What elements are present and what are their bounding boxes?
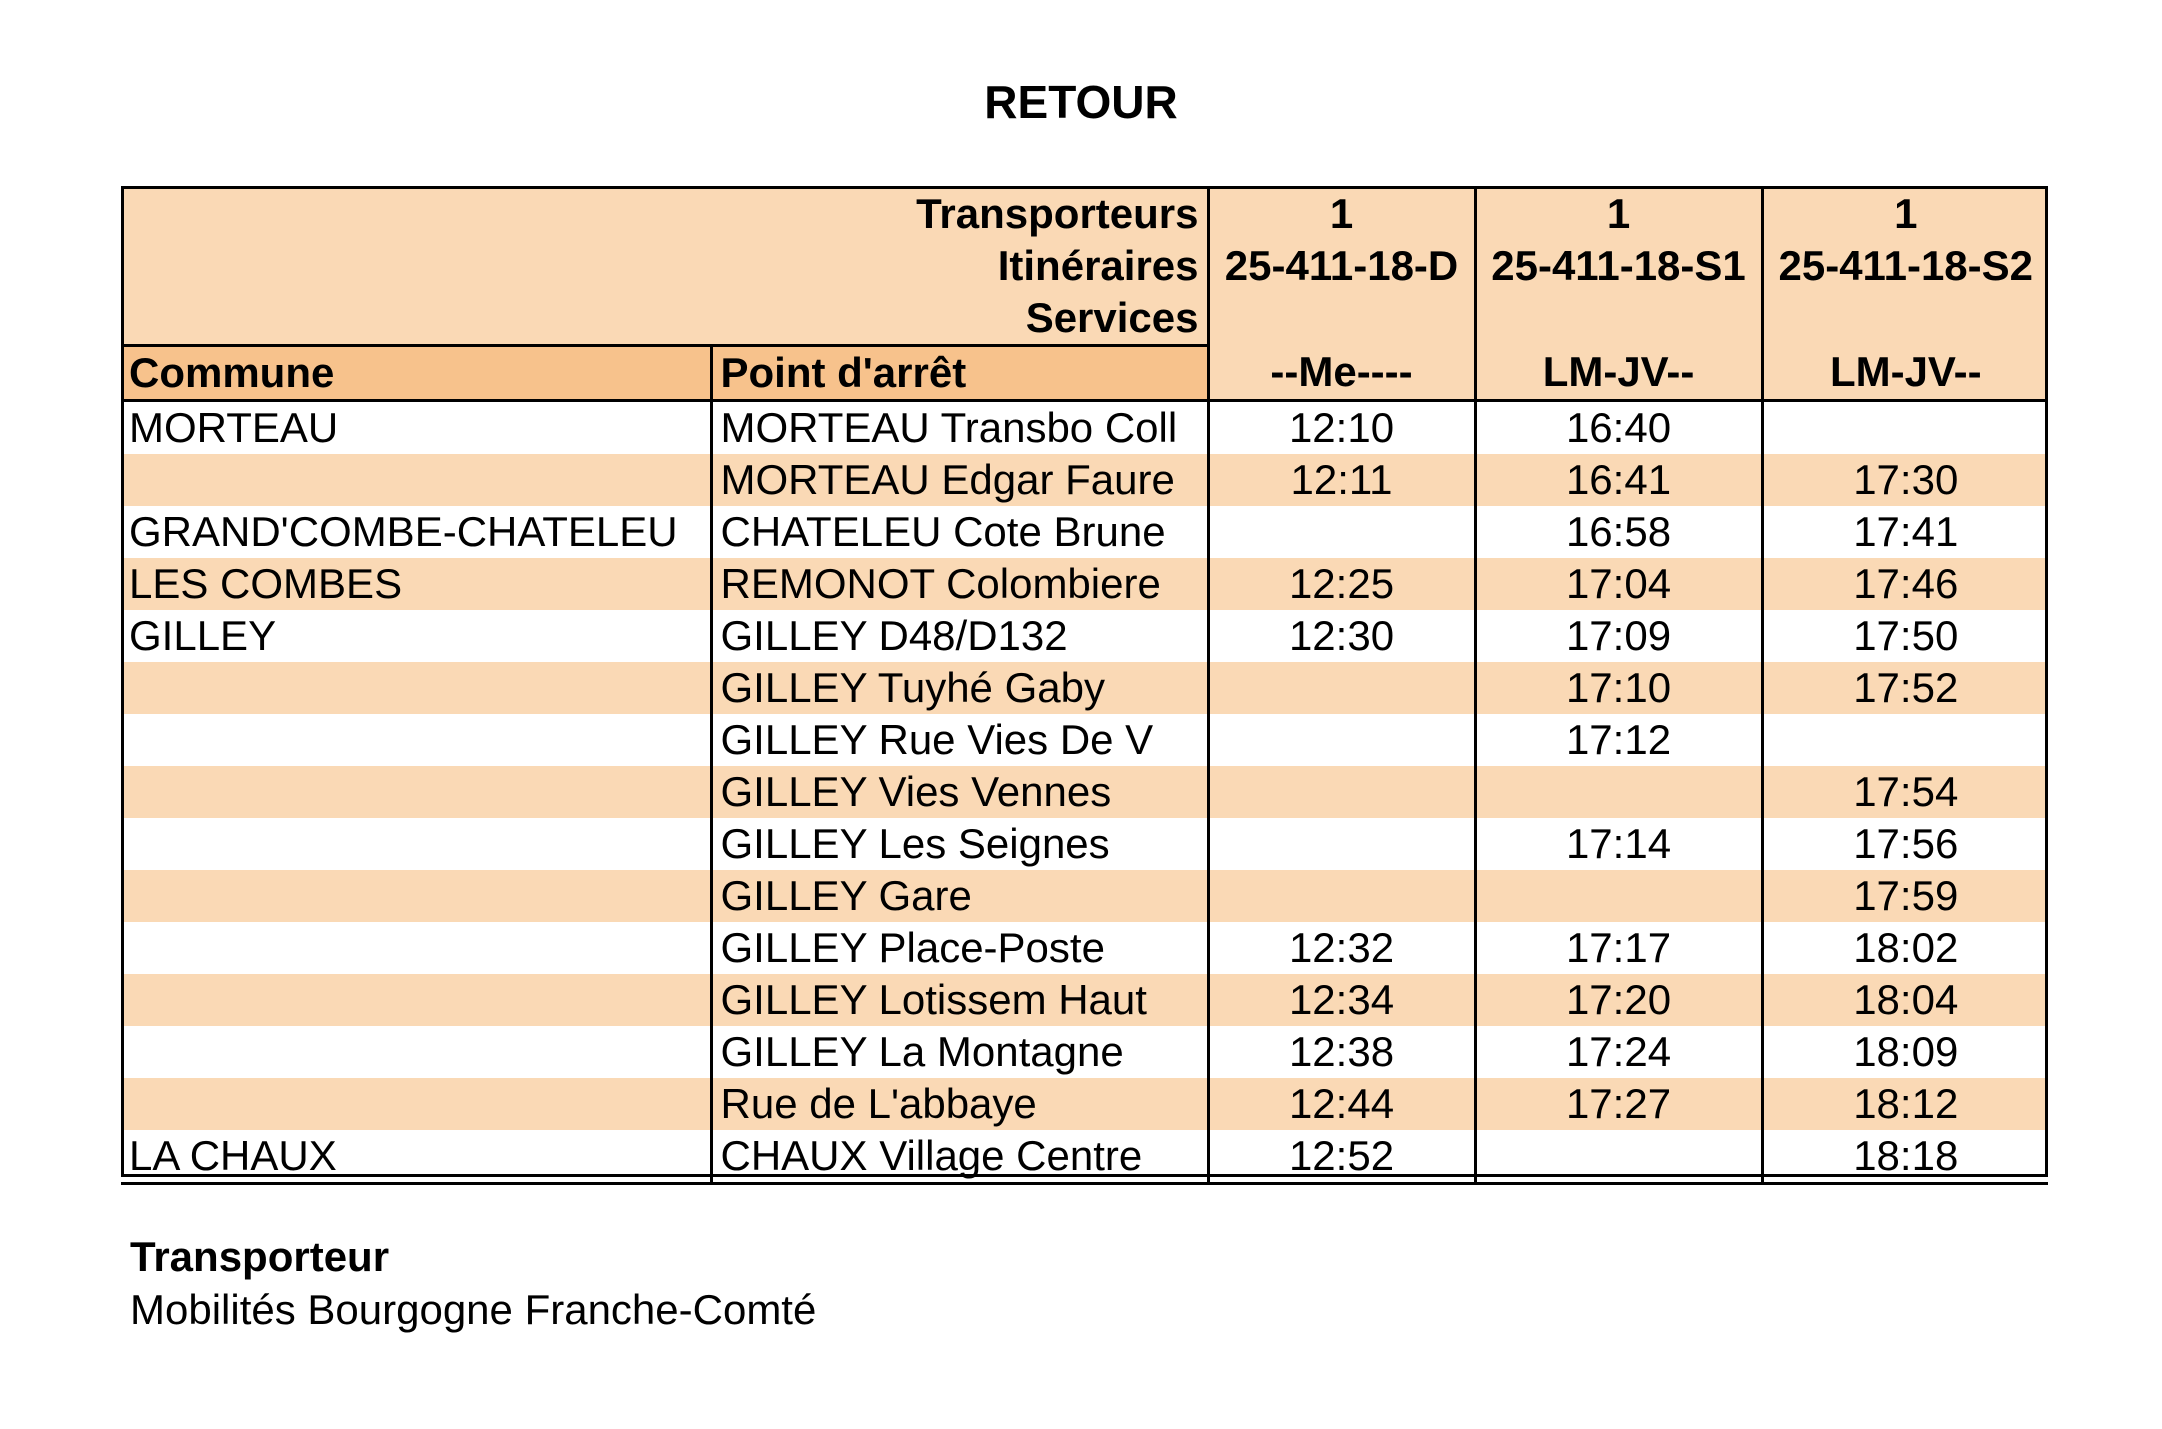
cell-time: 17:50 bbox=[1762, 610, 2048, 662]
cell-time: 12:25 bbox=[1208, 558, 1475, 610]
header-commune: Commune bbox=[121, 346, 711, 401]
cell-point-arret: GILLEY Les Seignes bbox=[711, 818, 1208, 870]
cell-time bbox=[1208, 870, 1475, 922]
cell-time: 18:18 bbox=[1762, 1130, 2048, 1184]
cell-commune: LES COMBES bbox=[121, 558, 711, 610]
cell-time bbox=[1475, 1130, 1762, 1184]
header-itineraire: 25-411-18-D bbox=[1224, 242, 1459, 289]
cell-time bbox=[1208, 506, 1475, 558]
cell-time: 17:20 bbox=[1475, 974, 1762, 1026]
cell-time: 12:38 bbox=[1208, 1026, 1475, 1078]
cell-commune bbox=[121, 714, 711, 766]
cell-time: 17:54 bbox=[1762, 766, 2048, 818]
cell-time: 12:32 bbox=[1208, 922, 1475, 974]
header-transporteur: 1 bbox=[1606, 190, 1631, 237]
cell-point-arret: MORTEAU Edgar Faure bbox=[711, 454, 1208, 506]
cell-time bbox=[1208, 714, 1475, 766]
cell-time: 17:24 bbox=[1475, 1026, 1762, 1078]
cell-commune: MORTEAU bbox=[121, 401, 711, 455]
header-itineraire: 25-411-18-S1 bbox=[1491, 242, 1746, 289]
cell-point-arret: CHAUX Village Centre bbox=[711, 1130, 1208, 1184]
cell-commune bbox=[121, 662, 711, 714]
cell-time: 18:02 bbox=[1762, 922, 2048, 974]
header-labels bbox=[121, 186, 1208, 346]
table-row bbox=[121, 1130, 2048, 1184]
cell-time: 18:12 bbox=[1762, 1078, 2048, 1130]
header-col-1 bbox=[1208, 186, 1475, 346]
cell-time: 12:34 bbox=[1208, 974, 1475, 1026]
table-row bbox=[121, 714, 2048, 766]
cell-time: 12:30 bbox=[1208, 610, 1475, 662]
cell-time: 16:40 bbox=[1475, 401, 1762, 455]
cell-point-arret: GILLEY Lotissem Haut bbox=[711, 974, 1208, 1026]
cell-point-arret: GILLEY Vies Vennes bbox=[711, 766, 1208, 818]
footer-text: Mobilités Bourgogne Franche-Comté bbox=[130, 1286, 817, 1333]
cell-time: 17:59 bbox=[1762, 870, 2048, 922]
cell-point-arret: MORTEAU Transbo Coll bbox=[711, 401, 1208, 455]
cell-time bbox=[1762, 714, 2048, 766]
cell-commune bbox=[121, 818, 711, 870]
cell-time bbox=[1208, 662, 1475, 714]
table-row bbox=[121, 506, 2048, 558]
cell-commune bbox=[121, 922, 711, 974]
cell-point-arret: GILLEY Tuyhé Gaby bbox=[711, 662, 1208, 714]
cell-time: 17:12 bbox=[1475, 714, 1762, 766]
cell-time: 12:44 bbox=[1208, 1078, 1475, 1130]
table-row bbox=[121, 922, 2048, 974]
cell-time bbox=[1208, 818, 1475, 870]
cell-time: 17:10 bbox=[1475, 662, 1762, 714]
table-row bbox=[121, 766, 2048, 818]
cell-commune bbox=[121, 1078, 711, 1130]
cell-time: 16:58 bbox=[1475, 506, 1762, 558]
header-row-top bbox=[121, 186, 2048, 346]
cell-point-arret: GILLEY Gare bbox=[711, 870, 1208, 922]
page-title: RETOUR bbox=[984, 76, 1178, 128]
cell-time: 17:27 bbox=[1475, 1078, 1762, 1130]
cell-time: 16:41 bbox=[1475, 454, 1762, 506]
header-transporteur: 1 bbox=[1329, 190, 1354, 237]
header-row-bottom bbox=[121, 346, 2048, 401]
cell-time: 12:52 bbox=[1208, 1130, 1475, 1184]
cell-time: 17:46 bbox=[1762, 558, 2048, 610]
cell-time: 17:17 bbox=[1475, 922, 1762, 974]
table-row bbox=[121, 558, 2048, 610]
cell-point-arret: GILLEY La Montagne bbox=[711, 1026, 1208, 1078]
header-days-2: LM-JV-- bbox=[1475, 346, 1762, 401]
header-col-2 bbox=[1475, 186, 1762, 346]
table-row bbox=[121, 454, 2048, 506]
table-row bbox=[121, 401, 2048, 455]
cell-commune bbox=[121, 454, 711, 506]
header-label-transporteurs: Transporteurs bbox=[916, 190, 1199, 237]
cell-commune bbox=[121, 1026, 711, 1078]
cell-point-arret: GILLEY Rue Vies De V bbox=[711, 714, 1208, 766]
header-itineraire: 25-411-18-S2 bbox=[1778, 242, 2034, 289]
header-col-3 bbox=[1762, 186, 2048, 346]
cell-time: 12:10 bbox=[1208, 401, 1475, 455]
cell-time bbox=[1762, 401, 2048, 455]
timetable bbox=[121, 186, 2048, 1185]
cell-time: 18:04 bbox=[1762, 974, 2048, 1026]
cell-time: 17:30 bbox=[1762, 454, 2048, 506]
header-transporteur: 1 bbox=[1894, 190, 1918, 237]
cell-commune: GRAND'COMBE-CHATELEU bbox=[121, 506, 711, 558]
cell-commune bbox=[121, 870, 711, 922]
cell-time: 17:41 bbox=[1762, 506, 2048, 558]
cell-point-arret: REMONOT Colombiere bbox=[711, 558, 1208, 610]
cell-commune: LA CHAUX bbox=[121, 1130, 711, 1184]
cell-time: 17:52 bbox=[1762, 662, 2048, 714]
cell-point-arret: GILLEY Place-Poste bbox=[711, 922, 1208, 974]
footer-title: Transporteur bbox=[130, 1233, 390, 1280]
header-days-1: --Me---- bbox=[1208, 346, 1475, 401]
cell-commune: GILLEY bbox=[121, 610, 711, 662]
cell-commune bbox=[121, 766, 711, 818]
cell-time: 17:56 bbox=[1762, 818, 2048, 870]
cell-point-arret: GILLEY D48/D132 bbox=[711, 610, 1208, 662]
header-days-3: LM-JV-- bbox=[1762, 346, 2048, 401]
cell-time: 17:04 bbox=[1475, 558, 1762, 610]
cell-time bbox=[1475, 870, 1762, 922]
table-row bbox=[121, 1078, 2048, 1130]
header-label-itineraires: Itinéraires bbox=[997, 242, 1199, 289]
table-row bbox=[121, 662, 2048, 714]
header-label-services: Services bbox=[1025, 294, 1199, 341]
cell-time: 18:09 bbox=[1762, 1026, 2048, 1078]
cell-point-arret: Rue de L'abbaye bbox=[711, 1078, 1208, 1130]
cell-point-arret: CHATELEU Cote Brune bbox=[711, 506, 1208, 558]
table-row bbox=[121, 1026, 2048, 1078]
cell-time bbox=[1208, 766, 1475, 818]
table-row bbox=[121, 818, 2048, 870]
table-row bbox=[121, 974, 2048, 1026]
cell-time: 12:11 bbox=[1208, 454, 1475, 506]
cell-time: 17:09 bbox=[1475, 610, 1762, 662]
cell-time: 17:14 bbox=[1475, 818, 1762, 870]
cell-commune bbox=[121, 974, 711, 1026]
cell-time bbox=[1475, 766, 1762, 818]
header-point-arret: Point d'arrêt bbox=[711, 346, 1208, 401]
table-row bbox=[121, 870, 2048, 922]
table-row bbox=[121, 610, 2048, 662]
